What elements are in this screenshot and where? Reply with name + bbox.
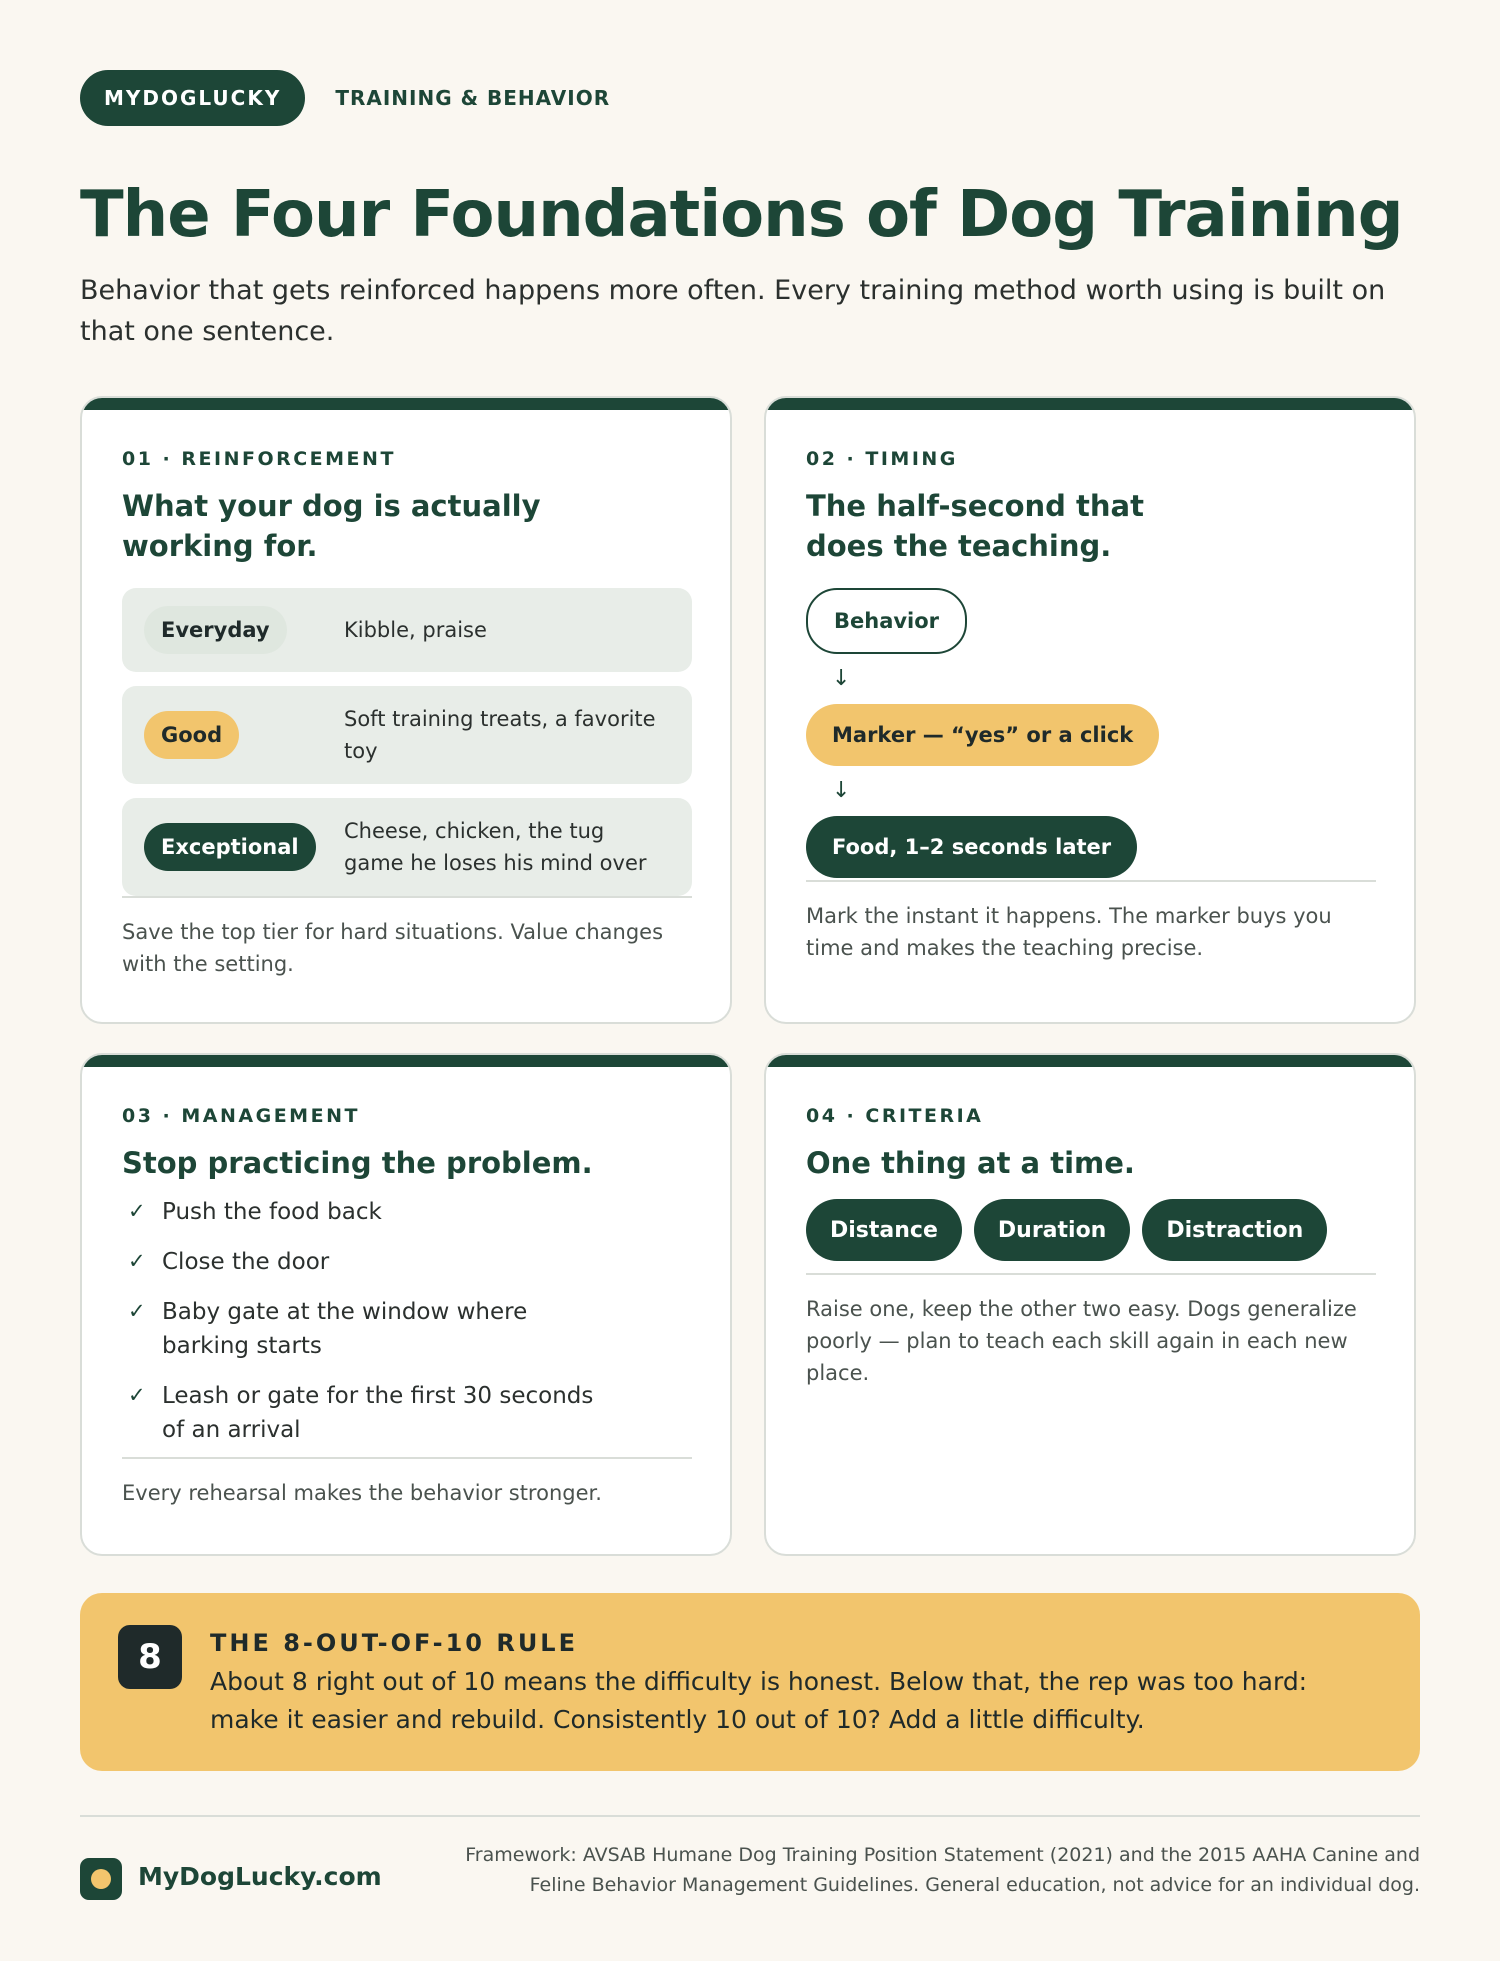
list-item — [122, 1295, 692, 1363]
check-icon: ✓ — [128, 1199, 146, 1223]
card-eyebrow: 04 · CRITERIA — [806, 1105, 984, 1127]
criteria-pill-duration: Duration — [974, 1199, 1130, 1261]
page-title: The Four Foundations of Dog Training — [80, 178, 1403, 252]
card-title: The half-second that does the teaching. — [806, 489, 1144, 563]
card-divider — [806, 880, 1376, 882]
card-eyebrow: 03 · MANAGEMENT — [122, 1105, 360, 1127]
tier-desc-exceptional: Cheese, chicken, the tug game he loses his mind over — [344, 819, 647, 875]
card-divider — [122, 1457, 692, 1459]
check-icon: ✓ — [128, 1249, 146, 1273]
criteria-pill-distraction: Distraction — [1142, 1199, 1327, 1261]
tier-list — [122, 588, 692, 896]
rule-number-badge: 8 — [118, 1625, 182, 1689]
page-subtitle: Behavior that gets reinforced happens more often. Every training method worth using is built on that one sentence. — [80, 275, 1386, 348]
top-bar — [80, 70, 1420, 126]
list-item-text: Baby gate at the window where barking starts — [162, 1299, 528, 1359]
card-title: One thing at a time. — [806, 1146, 1135, 1180]
criteria-pill-distance: Distance — [806, 1199, 962, 1261]
card-note: Raise one, keep the other two easy. Dogs generalize poorly — plan to teach each skill again in each new place. — [806, 1297, 1357, 1385]
tier-row-everyday — [122, 588, 692, 672]
card-eyebrow: 01 · REINFORCEMENT — [122, 448, 396, 470]
chain-step-marker: Marker — “yes” or a click — [806, 704, 1159, 766]
card-timing — [764, 396, 1416, 1024]
footer-site-link[interactable]: MyDogLucky.com — [138, 1862, 382, 1891]
logo-icon — [80, 1858, 122, 1900]
card-divider — [122, 896, 692, 898]
card-criteria — [764, 1053, 1416, 1556]
card-management — [80, 1053, 732, 1556]
section-tag: TRAINING & BEHAVIOR — [335, 86, 611, 110]
list-item — [122, 1195, 692, 1229]
timing-chain — [806, 588, 1376, 878]
list-item — [122, 1379, 692, 1447]
card-note: Mark the instant it happens. The marker buys you time and makes the teaching precise. — [806, 904, 1332, 960]
card-title: What your dog is actually working for. — [122, 489, 541, 563]
list-item-text: Close the door — [162, 1249, 330, 1275]
card-divider — [806, 1273, 1376, 1275]
arrow-down-icon: ↓ — [832, 778, 851, 803]
tier-pill-everyday: Everyday — [144, 606, 287, 654]
card-eyebrow: 02 · TIMING — [806, 448, 958, 470]
tier-desc-everyday: Kibble, praise — [344, 618, 487, 642]
list-item-text: Push the food back — [162, 1199, 382, 1225]
arrow-down-icon: ↓ — [832, 666, 851, 691]
tier-desc-good: Soft training treats, a favorite toy — [344, 707, 656, 763]
rule-body: About 8 right out of 10 means the difficulty is honest. Below that, the rep was too hard: make it easier and rebuild. Consistently 10 out of 10? Add a little difficulty. — [210, 1667, 1308, 1734]
tier-pill-exceptional: Exceptional — [144, 823, 316, 871]
tier-row-exceptional — [122, 798, 692, 896]
card-title: Stop practicing the problem. — [122, 1146, 593, 1180]
check-icon: ✓ — [128, 1299, 146, 1323]
chain-step-food: Food, 1–2 seconds later — [806, 816, 1137, 878]
card-note: Every rehearsal makes the behavior stronger. — [122, 1481, 602, 1505]
check-icon: ✓ — [128, 1383, 146, 1407]
brand-badge: MYDOGLUCKY — [80, 70, 305, 126]
rule-banner — [80, 1593, 1420, 1771]
tier-row-good — [122, 686, 692, 784]
criteria-pills — [806, 1199, 1376, 1261]
chain-step-behavior: Behavior — [806, 588, 967, 654]
checklist — [122, 1195, 692, 1447]
card-reinforcement — [80, 396, 732, 1024]
footer-credit: Framework: AVSAB Humane Dog Training Position Statement (2021) and the 2015 AAHA Canine and Feline Behavior Management Guidelines. General education, not advice for an individual dog. — [465, 1844, 1420, 1896]
tier-pill-good: Good — [144, 711, 239, 759]
list-item-text: Leash or gate for the first 30 seconds of an arrival — [162, 1383, 594, 1443]
rule-title: THE 8-OUT-OF-10 RULE — [210, 1629, 578, 1657]
footer-divider — [80, 1815, 1420, 1817]
card-note: Save the top tier for hard situations. Value changes with the setting. — [122, 920, 664, 976]
list-item — [122, 1245, 692, 1279]
